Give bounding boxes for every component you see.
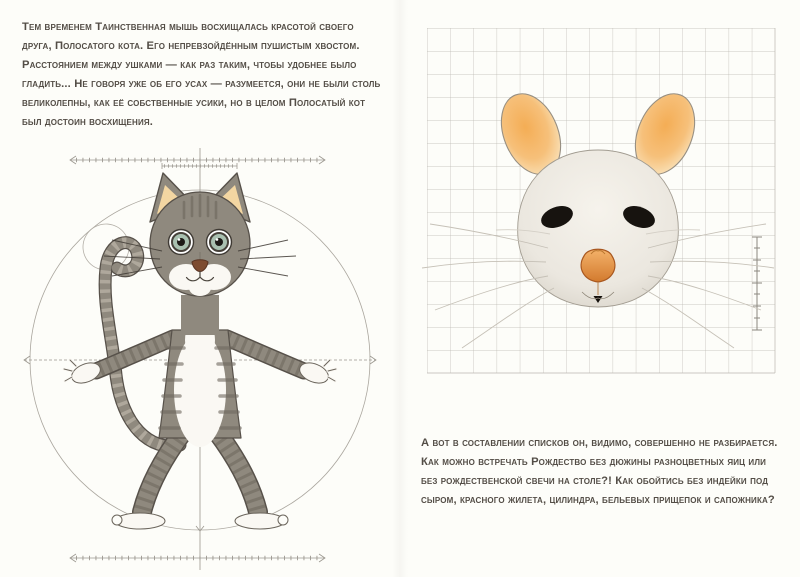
mouse-illustration	[400, 10, 800, 430]
cat-right-leg	[217, 432, 258, 512]
text-line: был достоин восхищения.	[22, 116, 154, 128]
cat-right-foot	[235, 513, 288, 529]
text-line: Как можно встречать Рождество без дюжины разноцветных яиц или	[421, 456, 766, 468]
text-line: друга, Полосатого кота. Его непревзойдённым пушистым хвостом.	[22, 40, 360, 52]
cat-head	[104, 173, 296, 296]
cat-neck	[181, 295, 219, 335]
cat-right-arm	[227, 338, 304, 371]
text-line: А вот в составлении списков он, видимо, совершенно не разбирается.	[421, 437, 778, 449]
text-line: Расстоянием между ушками — как раз таким, чтобы удобнее было	[22, 59, 357, 71]
text-line: без рождественской свечи на столе?! Как обойтись без индейки под	[421, 475, 769, 487]
cat-left-foot	[112, 513, 165, 529]
vitruvian-cat-illustration	[0, 140, 400, 577]
ruler-top	[70, 156, 325, 169]
text-line: гладить... Не говоря уже об его усах — разумеется, они не были столь	[22, 78, 381, 90]
ruler-bottom	[70, 554, 325, 562]
mouse-nose	[581, 249, 615, 282]
text-line: великолепны, как её собственные усики, но в целом Полосатый кот	[22, 97, 366, 109]
right-page-paragraph	[421, 434, 796, 510]
text-line: Тем временем Таинственная мышь восхищалась красотой своего	[22, 21, 354, 33]
text-line: сыром, красного жилета, цилиндра, бельевых прищепок и сапожника?	[421, 494, 775, 506]
cat-torso	[159, 318, 241, 447]
left-page-paragraph	[22, 18, 397, 132]
